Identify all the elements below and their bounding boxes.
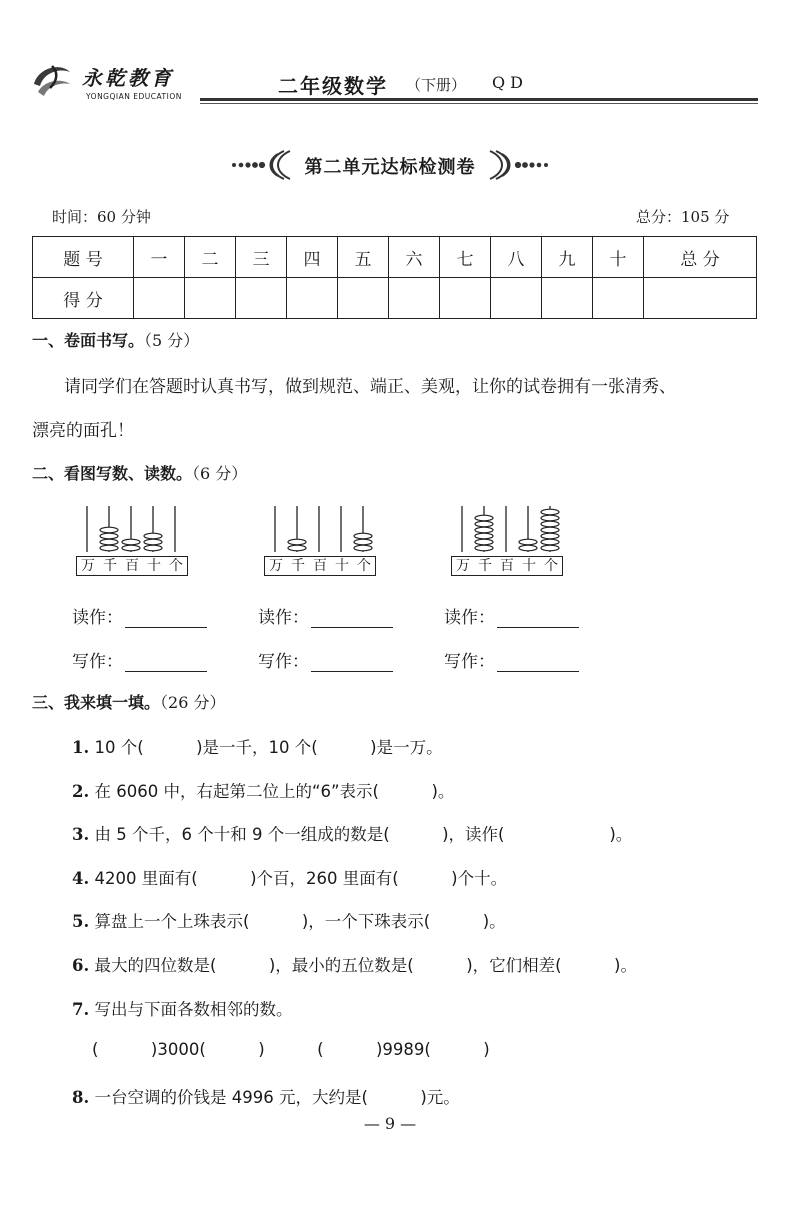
- score-cell[interactable]: [389, 278, 440, 319]
- abacus-bead: [122, 545, 140, 551]
- book-title: 二年级数学: [278, 74, 388, 98]
- read-answer-2: [258, 603, 393, 628]
- abacus-bead: [475, 539, 493, 545]
- header-rule-thin: [200, 103, 758, 104]
- score-header-cell: 七: [440, 237, 491, 278]
- abacus-place-labels: [76, 556, 188, 576]
- read-answer-blank[interactable]: [125, 609, 207, 628]
- abacus-bead: [100, 533, 118, 539]
- score-header-cell: 二: [185, 237, 236, 278]
- score-header-cell: 一: [134, 237, 185, 278]
- abacus-bead: [122, 539, 140, 545]
- abacus-bead: [541, 527, 559, 533]
- question-number: 4.: [72, 869, 90, 888]
- read-answer-blank[interactable]: [497, 609, 579, 628]
- score-cell[interactable]: [236, 278, 287, 319]
- place-label-shi: 十: [147, 558, 161, 574]
- score-header-cell: 六: [389, 237, 440, 278]
- question-text: 写出与下面各数相邻的数。: [94, 1000, 293, 1019]
- place-label-qian: 千: [103, 558, 117, 574]
- score-cell[interactable]: [134, 278, 185, 319]
- section2-points: （6 分）: [192, 464, 248, 483]
- exam-time: 时间：60 分钟: [52, 208, 151, 226]
- place-label-bai: 百: [500, 558, 514, 574]
- logo-subtext: YONGQIAN EDUCATION: [86, 92, 182, 101]
- unit-title: 第二单元达标检测卷: [304, 157, 476, 178]
- question-text: 一台空调的价钱是 4996 元，大约是( )元。: [94, 1088, 460, 1107]
- score-table: [32, 236, 757, 319]
- score-cell[interactable]: [440, 278, 491, 319]
- score-header-cell: 题 号: [33, 237, 134, 278]
- abacus-bead: [144, 545, 162, 551]
- abacus-place-labels: [264, 556, 376, 576]
- abacus-bead: [100, 527, 118, 533]
- abacus-rods: [451, 502, 571, 552]
- abacus-bead: [100, 539, 118, 545]
- score-cell[interactable]: [338, 278, 389, 319]
- question-text: ( )3000( ) ( )9989( ): [92, 1040, 490, 1059]
- abacus-bead: [100, 545, 118, 551]
- write-answer-3: [444, 647, 579, 672]
- abacus-bead: [144, 539, 162, 545]
- section2-title: 二、看图写数、读数。: [32, 464, 193, 483]
- question-number: 8.: [72, 1088, 90, 1107]
- abacus-bead: [541, 539, 559, 545]
- question-4: [72, 865, 507, 889]
- book-volume: （下册）: [406, 76, 467, 94]
- section3-points: （26 分）: [160, 693, 226, 712]
- section2-heading: [32, 461, 247, 484]
- read-answer-blank[interactable]: [311, 609, 393, 628]
- write-answer-blank[interactable]: [125, 653, 207, 672]
- abacus-bead: [354, 545, 372, 551]
- abacus-bead: [475, 515, 493, 521]
- abacus-bead: [354, 539, 372, 545]
- question-text: 10 个( )是一千，10 个( )是一万。: [94, 738, 443, 757]
- question-text: 在 6060 中，右起第二位上的“6”表示( )。: [94, 782, 455, 801]
- abacus-bead: [541, 533, 559, 539]
- score-table-header-row: [33, 237, 757, 278]
- logo-icon: [30, 58, 74, 102]
- write-label: 写作：: [258, 652, 309, 672]
- score-cell[interactable]: [185, 278, 236, 319]
- abacus-bead: [475, 545, 493, 551]
- abacus-bead: [475, 527, 493, 533]
- abacus-bead: [144, 533, 162, 539]
- question-8: [72, 1084, 460, 1108]
- abacus-bead: [354, 533, 372, 539]
- score-cell[interactable]: [542, 278, 593, 319]
- score-table-score-row: [33, 278, 757, 319]
- score-header-cell: 五: [338, 237, 389, 278]
- place-label-shi: 十: [335, 558, 349, 574]
- read-label: 读作：: [72, 608, 123, 628]
- exam-total-score: 总分：105 分: [636, 208, 730, 226]
- section1-line2: 漂亮的面孔！: [32, 421, 134, 441]
- question-number: 3.: [72, 825, 90, 844]
- abacus-place-labels: [451, 556, 563, 576]
- section1-heading: [32, 328, 199, 351]
- abacus-rods: [76, 502, 196, 552]
- question-text: 算盘上一个上珠表示( )，一个下珠表示( )。: [94, 912, 506, 931]
- question-1: [72, 734, 443, 758]
- abacus-bead: [475, 533, 493, 539]
- question-text: 最大的四位数是( )，最小的五位数是( )，它们相差( )。: [94, 956, 637, 975]
- score-cell[interactable]: [593, 278, 644, 319]
- place-label-wan: 万: [269, 558, 283, 574]
- question-6: [72, 952, 637, 976]
- abacus-bead: [519, 539, 537, 545]
- abacus-bead: [288, 539, 306, 545]
- place-label-qian: 千: [478, 558, 492, 574]
- write-answer-blank[interactable]: [497, 653, 579, 672]
- question-2: [72, 778, 454, 802]
- abacus-2: [264, 502, 384, 576]
- abacus-3: [451, 502, 571, 576]
- question-number: 6.: [72, 956, 90, 975]
- section1-line1: 请同学们在答题时认真书写，做到规范、端正、美观，让你的试卷拥有一张清秀、: [64, 377, 676, 397]
- question-7-blanks: [92, 1040, 490, 1059]
- score-row-label: 得 分: [33, 278, 134, 319]
- write-answer-blank[interactable]: [311, 653, 393, 672]
- score-cell[interactable]: [287, 278, 338, 319]
- question-number: 5.: [72, 912, 90, 931]
- place-label-bai: 百: [125, 558, 139, 574]
- question-3: [72, 821, 632, 845]
- book-edition: QD: [492, 73, 528, 92]
- place-label-ge: 个: [544, 558, 558, 574]
- write-answer-2: [258, 647, 393, 672]
- question-number: 1.: [72, 738, 90, 757]
- read-answer-3: [444, 603, 579, 628]
- place-label-qian: 千: [291, 558, 305, 574]
- score-cell[interactable]: [644, 278, 757, 319]
- write-answer-1: [72, 647, 207, 672]
- score-header-cell: 四: [287, 237, 338, 278]
- abacus-bead: [541, 515, 559, 521]
- score-header-cell: 八: [491, 237, 542, 278]
- abacus-rods: [264, 502, 384, 552]
- place-label-ge: 个: [169, 558, 183, 574]
- question-text: 4200 里面有( )个百，260 里面有( )个十。: [94, 869, 508, 888]
- page-header: [30, 40, 760, 120]
- place-label-shi: 十: [522, 558, 536, 574]
- abacus-1: [76, 502, 196, 576]
- score-header-cell: 总 分: [644, 237, 757, 278]
- header-rule: [200, 98, 758, 101]
- abacus-bead: [541, 521, 559, 527]
- abacus-bead: [288, 545, 306, 551]
- score-header-cell: 三: [236, 237, 287, 278]
- section1-points: （5 分）: [144, 331, 200, 350]
- abacus-bead: [541, 509, 559, 515]
- read-answer-1: [72, 603, 207, 628]
- read-label: 读作：: [444, 608, 495, 628]
- write-label: 写作：: [72, 652, 123, 672]
- page-number: — 9 —: [363, 1114, 417, 1133]
- place-label-wan: 万: [456, 558, 470, 574]
- place-label-wan: 万: [81, 558, 95, 574]
- abacus-bead: [519, 545, 537, 551]
- abacus-bead: [541, 545, 559, 551]
- score-header-cell: 十: [593, 237, 644, 278]
- section3-heading: [32, 690, 225, 713]
- section3-title: 三、我来填一填。: [32, 693, 161, 712]
- place-label-ge: 个: [357, 558, 371, 574]
- abacus-bead: [475, 521, 493, 527]
- question-number: 7.: [72, 1000, 90, 1019]
- question-5: [72, 908, 506, 932]
- logo-text: 永乾教育: [82, 66, 174, 90]
- read-label: 读作：: [258, 608, 309, 628]
- question-number: 2.: [72, 782, 90, 801]
- place-label-bai: 百: [313, 558, 327, 574]
- section1-title: 一、卷面书写。: [32, 331, 145, 350]
- question-7: [72, 996, 292, 1020]
- question-text: 由 5 个千，6 个十和 9 个一组成的数是( )，读作( )。: [94, 825, 633, 844]
- score-header-cell: 九: [542, 237, 593, 278]
- write-label: 写作：: [444, 652, 495, 672]
- score-cell[interactable]: [491, 278, 542, 319]
- unit-title-banner: [230, 148, 550, 182]
